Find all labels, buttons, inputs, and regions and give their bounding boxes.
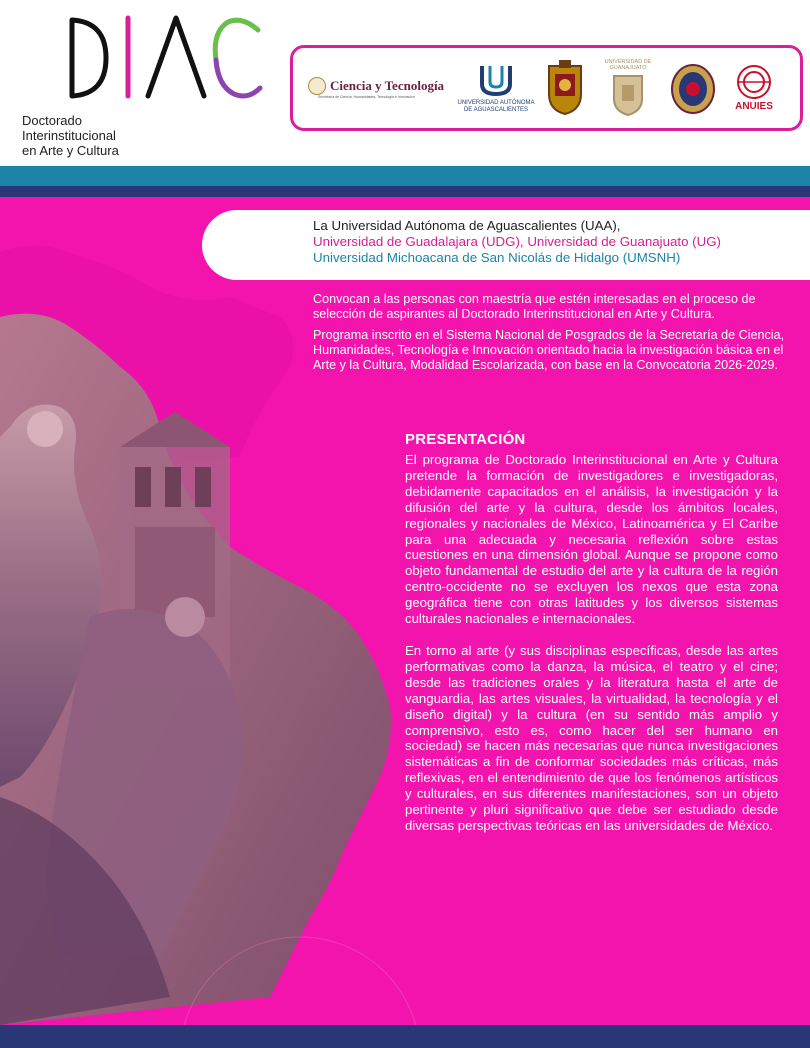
- institution-line-udg-ug: Universidad de Guadalajara (UDG), Universidad de Guanajuato (UG): [313, 234, 721, 249]
- conahcyt-tagline: Secretaría de Ciencia, Humanidades, Tecnología e Innovación: [318, 95, 415, 99]
- ug-logo: [595, 48, 661, 128]
- uaa-name-line: UNIVERSIDAD AUTÓNOMA: [457, 100, 535, 106]
- logo-subtitle-line: Doctorado: [22, 113, 82, 128]
- diac-logo-subtitle: [22, 113, 119, 158]
- header-blue-bar: [0, 166, 810, 186]
- anuies-emblem-icon: [734, 64, 774, 100]
- uaa-emblem-icon: [476, 62, 516, 98]
- logo-subtitle-line: Interinstitucional: [22, 128, 116, 143]
- diac-logo: [22, 8, 272, 168]
- ug-name: [605, 59, 652, 71]
- conahcyt-name: Ciencia y Tecnología: [329, 78, 445, 93]
- ug-name-line: UNIVERSIDAD DE: [604, 59, 652, 65]
- programa-paragraph: Programa inscrito en el Sistema Nacional de Posgrados de la Secretaría de Ciencia, Humanidades, Tecnología e Innovación orientado hacia la investigación básica en el Arte y la Cultura, Modalidad Escolarizada, con base en la Convocatoria 2026-2029.: [313, 328, 785, 372]
- conahcyt-logo: [301, 48, 451, 128]
- anuies-name: ANUIES: [735, 101, 773, 112]
- convocatoria-paragraph: Convocan a las personas con maestría que estén interesadas en el proceso de selección de aspirantes al Doctorado Interinstitucional en Arte y Cultura.: [313, 292, 756, 321]
- presentacion-paragraph-2: En torno al arte (y sus disciplinas específicas, desde las artes performativas como la danza, la música, el teatro y el cine; desde las tradiciones orales y la literatura hasta el arte de vanguardia, las artes visuales, la virtualidad, la tecnología y el diseño digital) y la cultura (en su sentido más amplio y comprensivo, esto es, como hacer del ser humano en sociedad) se hacen más necesarias que nunca investigaciones sistemáticas a fin de conformar sociedades más críticas, más reflexivas, en el entendimiento de que los fenómenos artísticos y culturales, en sus diferentes manifestaciones, son un objeto pertinente y pluri significativo que debe ser estudiado desde diversas perspectivas teóricas en las universidades de México.: [405, 642, 778, 833]
- institutions-list: [313, 218, 721, 266]
- presentacion-heading: PRESENTACIÓN: [405, 431, 526, 448]
- udg-shield-icon: [545, 60, 585, 116]
- umsnh-logo: [667, 48, 719, 128]
- uaa-name-line: DE AGUASCALIENTES: [463, 107, 528, 113]
- main-panel: [0, 197, 810, 1025]
- header-navy-bar: [0, 186, 810, 197]
- ug-shield-icon: [611, 73, 645, 117]
- mexico-seal-icon: [308, 77, 326, 95]
- logo-subtitle-line: en Arte y Cultura: [22, 143, 119, 158]
- uaa-logo: [451, 48, 541, 128]
- footer-navy-bar: [0, 1025, 810, 1048]
- institution-line-umsnh: Universidad Michoacana de San Nicolás de Hidalgo (UMSNH): [313, 250, 681, 265]
- partner-logos-box: [290, 45, 803, 131]
- anuies-logo: [723, 48, 785, 128]
- presentacion-paragraph-1: El programa de Doctorado Interinstitucional en Arte y Cultura pretende la formación de investigadores e investigadoras, debidamente capacitados en el análisis, la investigación y la difusión del arte y la cultura, desde los ámbitos locales, regionales y nacionales de México, Latinoamérica y El Caribe para una adecuada y necesaria reflexión sobre estas cuestiones en una dimensión global. Aunque se propone como objeto fundamental de estudio del arte y la cultura de la región centro-occidente no se excluyen los nexos que esta zona geográfica tiene con otras latitudes y los diversos sistemas culturales nacionales e internacionales.: [405, 452, 778, 627]
- diac-logo-mark: [66, 8, 276, 108]
- ug-name-line: GUANAJUATO: [609, 65, 647, 71]
- uaa-name: [457, 100, 534, 114]
- umsnh-shield-icon: [669, 61, 717, 115]
- presentacion-section: [405, 431, 778, 834]
- header: [0, 0, 810, 166]
- udg-logo: [543, 48, 587, 128]
- institution-line-uaa: La Universidad Autónoma de Aguascalientes (UAA),: [313, 218, 621, 233]
- convocatoria-text: [313, 292, 803, 379]
